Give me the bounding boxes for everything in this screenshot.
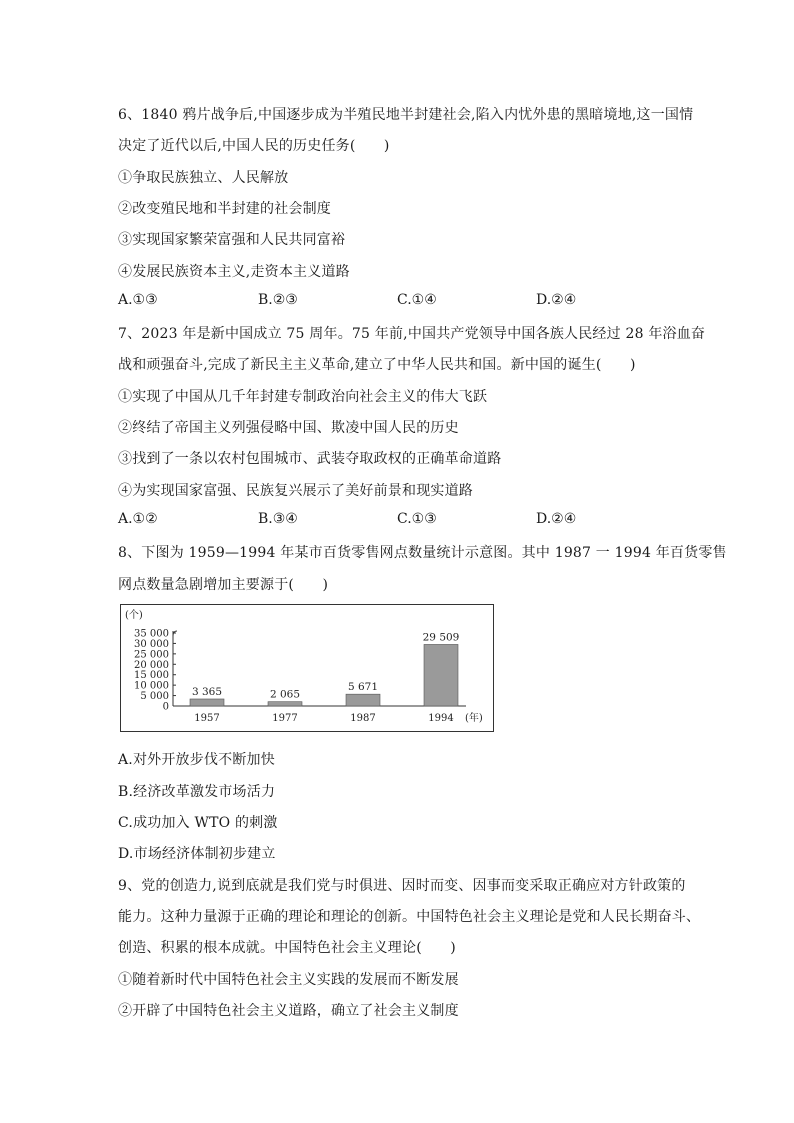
q9-item-2: ②开辟了中国特色社会主义道路，确立了社会主义制度 (118, 1003, 459, 1019)
bar-value-label: 5 671 (347, 681, 379, 694)
y-tick-label: 10 000 (134, 680, 169, 692)
bar-value-label: 29 509 (422, 631, 460, 644)
q7-stem-line2: 战和顽强奋斗,完成了新民主主义革命,建立了中华人民共和国。新中国的诞生( ) (118, 357, 636, 373)
q8-option-d[interactable]: D.市场经济体制初步建立 (118, 846, 276, 862)
bar-value-label: 3 365 (191, 685, 223, 698)
q8-option-b[interactable]: B.经济改革激发市场活力 (118, 784, 276, 800)
q6-option-b[interactable]: B.②③ (258, 292, 298, 308)
x-tick-label: 1957 (194, 713, 220, 724)
q7-stem-line1: 7、2023 年是新中国成立 75 周年。75 年前,中国共产党领导中国各族人民经过 28 年浴血奋 (118, 326, 706, 342)
y-tick-label: 35 000 (134, 628, 169, 640)
q6-option-d[interactable]: D.②④ (536, 292, 577, 308)
bar (268, 702, 302, 706)
bar-chart (120, 604, 494, 732)
x-unit-label: (年) (465, 713, 483, 724)
x-tick-label: 1987 (350, 713, 376, 724)
q7-option-d[interactable]: D.②④ (536, 511, 577, 527)
q6-item-2: ②改变殖民地和半封建的社会制度 (118, 201, 331, 217)
y-tick-label: 30 000 (134, 638, 169, 650)
y-tick-label: 20 000 (134, 659, 169, 671)
q6-option-c[interactable]: C.①④ (397, 292, 437, 308)
y-unit-label: (个) (125, 610, 143, 621)
q7-option-b[interactable]: B.③④ (258, 511, 298, 527)
q7-item-3: ③找到了一条以农村包围城市、武装夺取政权的正确革命道路 (118, 451, 502, 467)
q6-item-1: ①争取民族独立、人民解放 (118, 170, 289, 186)
q7-option-c[interactable]: C.①③ (397, 511, 437, 527)
q9-stem-line1: 9、党的创造力,说到底就是我们党与时俱进、因时而变、因事而变采取正确应对方针政策的 (118, 878, 686, 894)
q7-item-1: ①实现了中国从几千年封建专制政治向社会主义的伟大飞跃 (118, 389, 488, 405)
q6-stem-line2: 决定了近代以后,中国人民的历史任务( ) (118, 138, 390, 154)
bar (424, 644, 458, 706)
x-tick-label: 1994 (428, 713, 454, 724)
q8-option-a[interactable]: A.对外开放步伐不断加快 (118, 752, 275, 768)
bar-chart-svg (121, 605, 493, 731)
y-tick-label: 25 000 (134, 649, 169, 661)
bar-value-label: 2 065 (269, 688, 301, 701)
q7-option-a[interactable]: A.①② (118, 511, 158, 527)
y-tick-label: 15 000 (134, 670, 169, 682)
x-tick-label: 1977 (272, 713, 298, 724)
q6-option-a[interactable]: A.①③ (118, 292, 158, 308)
q6-item-3: ③实现国家繁荣富强和人民共同富裕 (118, 232, 346, 248)
bar (190, 699, 224, 706)
q7-item-2: ②终结了帝国主义列强侵略中国、欺凌中国人民的历史 (118, 420, 459, 436)
q6-item-4: ④发展民族资本主义,走资本主义道路 (118, 264, 350, 280)
q9-stem-line2: 能力。这种力量源于正确的理论和理论的创新。中国特色社会主义理论是党和人民长期奋斗、 (118, 909, 701, 925)
q9-stem-line3: 创造、积累的根本成就。中国特色社会主义理论( ) (118, 940, 456, 956)
y-tick-label: 0 (162, 701, 169, 713)
q8-stem-line1: 8、下图为 1959—1994 年某市百货零售网点数量统计示意图。其中 1987 一 1994 年百货零售 (118, 545, 727, 561)
q8-stem-line2: 网点数量急剧增加主要源于( ) (118, 577, 329, 593)
q6-stem-line1: 6、1840 鸦片战争后,中国逐步成为半殖民地半封建社会,陷入内忧外患的黑暗境地,这一国情 (118, 107, 694, 123)
y-tick-label: 5 000 (140, 691, 169, 703)
q7-item-4: ④为实现国家富强、民族复兴展示了美好前景和现实道路 (118, 483, 473, 499)
bar (346, 694, 380, 706)
q8-option-c[interactable]: C.成功加入 WTO 的刺激 (118, 815, 278, 831)
q9-item-1: ①随着新时代中国特色社会主义实践的发展而不断发展 (118, 972, 459, 988)
